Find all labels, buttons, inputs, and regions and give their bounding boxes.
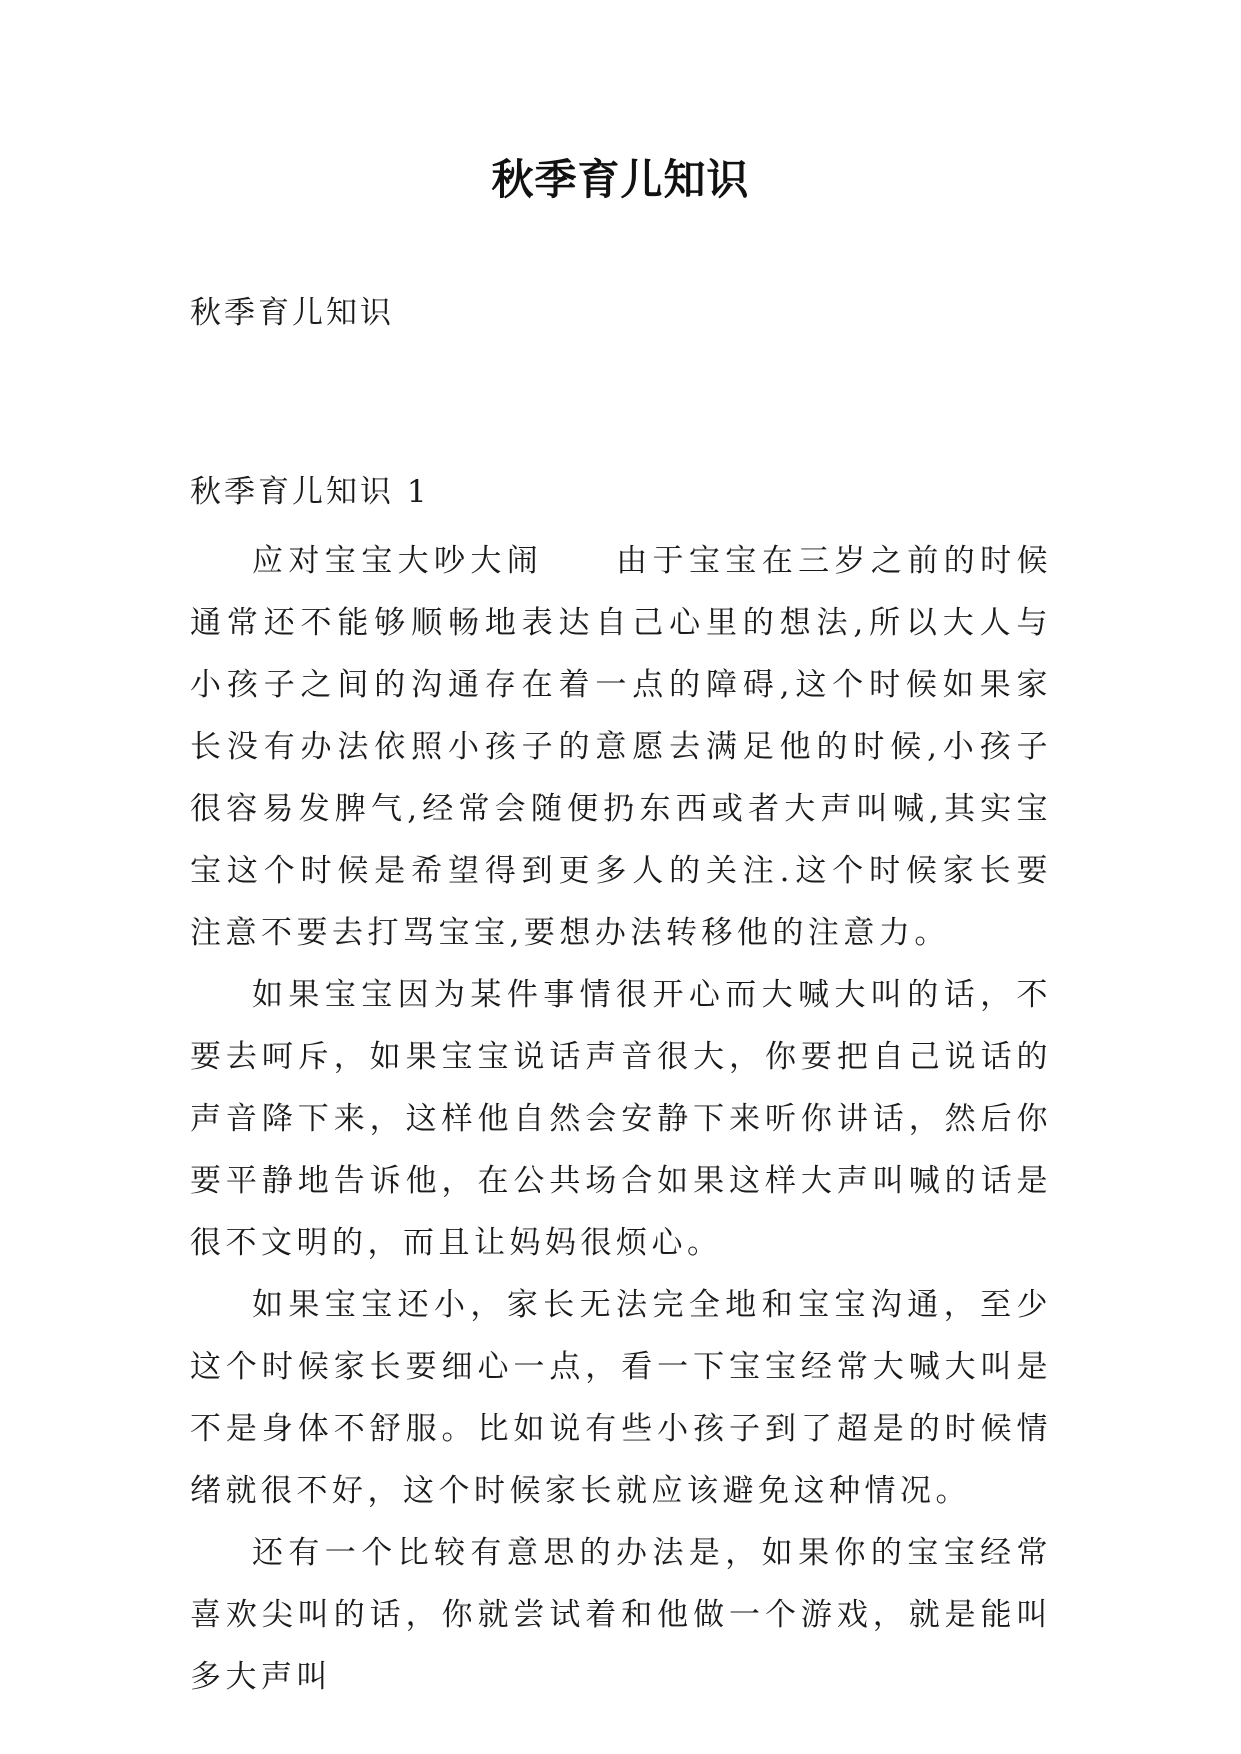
paragraph: 还有一个比较有意思的办法是，如果你的宝宝经常喜欢尖叫的话，你就尝试着和他做一个游戏，就是能叫多大声叫 [190, 1535, 1052, 1695]
section-heading: 秋季育儿知识 1 [190, 474, 430, 510]
paragraph-lead: 应对宝宝大吵大闹 [252, 543, 544, 579]
paragraph: 如果宝宝还小，家长无法完全地和宝宝沟通，至少这个时候家长要细心一点，看一下宝宝经常大喊大叫是不是身体不舒服。比如说有些小孩子到了超是的时候情绪就很不好，这个时候家长就应该避免这种情况。 [190, 1287, 1052, 1509]
paragraph [190, 530, 1052, 964]
paragraph-text: 由于宝宝在三岁之前的时候通常还不能够顺畅地表达自己心里的想法,所以大人与小孩子之间的沟通存在着一点的障碍,这个时候如果家长没有办法依照小孩子的意愿去满足他的时候,小孩子很容易发脾气,经常会随便扔东西或者大声叫喊,其实宝宝这个时候是希望得到更多人的关注.这个时候家长要注意不要去打骂宝宝,要想办法转移他的注意力。 [190, 543, 1053, 951]
document-title: 秋季育儿知识 [491, 155, 750, 204]
document-subtitle: 秋季育儿知识 [190, 295, 394, 331]
body-text [190, 530, 1052, 1708]
paragraph: 如果宝宝因为某件事情很开心而大喊大叫的话，不要去呵斥，如果宝宝说话声音很大，你要把自己说话的声音降下来，这样他自然会安静下来听你讲话，然后你要平静地告诉他，在公共场合如果这样大声叫喊的话是很不文明的，而且让妈妈很烦心。 [190, 977, 1052, 1261]
